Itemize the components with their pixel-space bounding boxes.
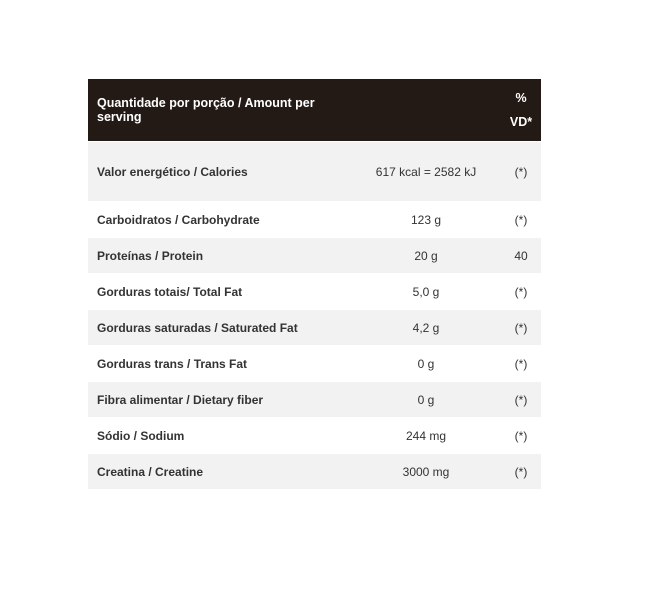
nutrient-name: Fibra alimentar / Dietary fiber (97, 392, 264, 407)
nutrient-amount: 20 g (414, 248, 438, 263)
nutrient-name: Carboidratos / Carbohydrate (97, 212, 260, 227)
header-dv-label: VD* (509, 115, 533, 129)
nutrient-amount: 0 g (417, 356, 435, 371)
table-header (88, 79, 541, 142)
table-row (88, 310, 541, 346)
header-dv (501, 86, 541, 134)
nutrient-amount: 244 mg (405, 428, 447, 443)
table-row (88, 142, 541, 202)
table-row (88, 454, 541, 490)
nutrient-dv: 40 (514, 248, 528, 263)
table-row (88, 202, 541, 238)
nutrient-dv: (*) (514, 464, 528, 479)
nutrient-dv: (*) (514, 320, 528, 335)
nutrient-name: Gorduras trans / Trans Fat (97, 356, 248, 371)
nutrient-amount: 0 g (417, 392, 435, 407)
nutrient-dv: (*) (514, 284, 528, 299)
nutrient-amount: 123 g (410, 212, 442, 227)
nutrient-dv: (*) (514, 164, 528, 179)
nutrient-amount: 5,0 g (412, 284, 440, 299)
table-row (88, 238, 541, 274)
nutrient-dv: (*) (514, 356, 528, 371)
nutrient-name: Creatina / Creatine (97, 464, 204, 479)
table-row (88, 418, 541, 454)
nutrient-name: Sódio / Sodium (97, 428, 185, 443)
nutrient-dv: (*) (514, 428, 528, 443)
nutrient-name: Proteínas / Protein (97, 248, 204, 263)
table-row (88, 382, 541, 418)
header-dv-percent: % (515, 91, 527, 105)
table-row (88, 346, 541, 382)
nutrition-table (88, 79, 541, 490)
nutrient-amount: 4,2 g (412, 320, 440, 335)
table-row (88, 274, 541, 310)
nutrient-amount: 3000 mg (402, 464, 450, 479)
header-serving-label: Quantidade por porção / Amount per serving (97, 96, 315, 124)
nutrient-dv: (*) (514, 392, 528, 407)
nutrient-name: Gorduras saturadas / Saturated Fat (97, 320, 298, 335)
nutrient-name: Valor energético / Calories (97, 164, 248, 179)
nutrient-name: Gorduras totais/ Total Fat (97, 284, 243, 299)
nutrient-dv: (*) (514, 212, 528, 227)
nutrient-amount: 617 kcal = 2582 kJ (375, 164, 477, 179)
